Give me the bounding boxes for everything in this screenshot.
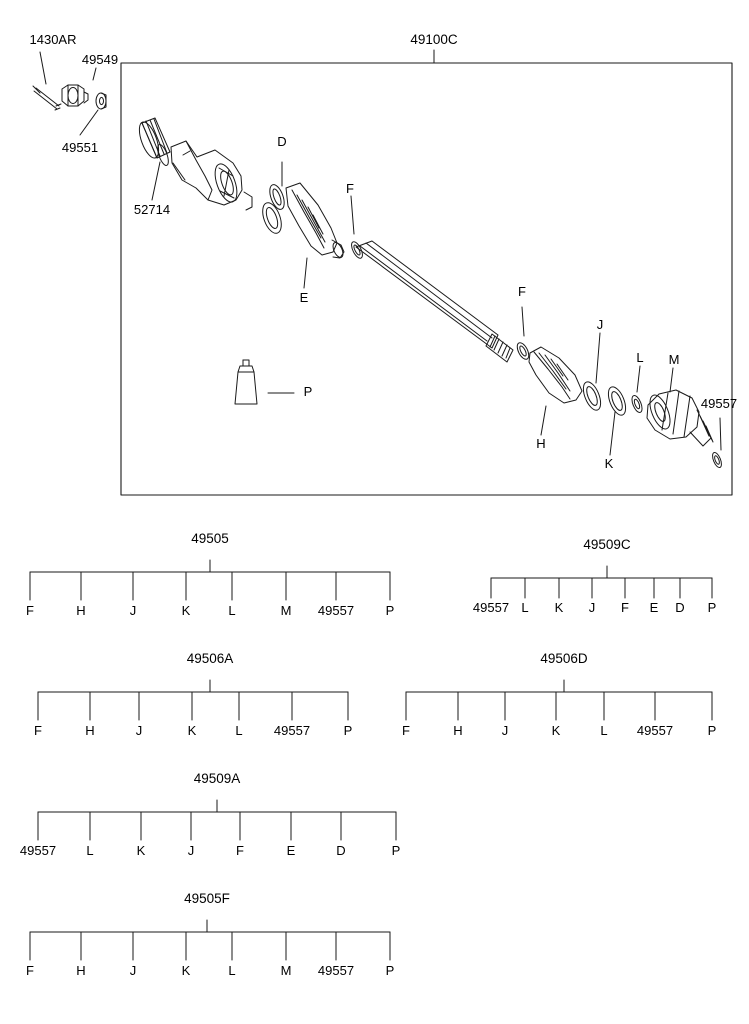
callout-K: K: [604, 456, 614, 471]
group-49505F-item-3: K: [181, 963, 191, 978]
group-49509A-item-7: P: [391, 843, 401, 858]
group-title-49509A: 49509A: [193, 771, 241, 786]
group-49509C-item-5: E: [649, 600, 659, 615]
group-49505-item-6: 49557: [317, 603, 355, 618]
group-49506D-item-3: K: [551, 723, 561, 738]
callout-49100C: 49100C: [410, 32, 458, 47]
group-49506D-item-4: L: [600, 723, 608, 738]
group-49505-item-1: H: [76, 603, 86, 618]
callout-52714: 52714: [133, 202, 171, 217]
group-49506D-item-6: P: [707, 723, 717, 738]
group-49509A-item-6: D: [336, 843, 346, 858]
callout-F-lower: F: [518, 284, 526, 299]
callout-D: D: [277, 134, 287, 149]
group-49509C-item-0: 49557: [472, 600, 510, 615]
callout-F-upper: F: [346, 181, 354, 196]
group-49505-item-3: K: [181, 603, 191, 618]
group-49509C-item-3: J: [588, 600, 596, 615]
group-49509A-item-3: J: [187, 843, 195, 858]
group-49509C-item-6: D: [675, 600, 685, 615]
group-49506A-item-2: J: [135, 723, 143, 738]
group-49505F-item-5: M: [280, 963, 292, 978]
group-49509C-item-2: K: [554, 600, 564, 615]
callout-49557: 49557: [700, 396, 738, 411]
group-49505-item-7: P: [385, 603, 395, 618]
group-49509A-item-0: 49557: [19, 843, 57, 858]
group-49509C-item-1: L: [521, 600, 529, 615]
group-49506D-item-2: J: [501, 723, 509, 738]
group-49506A-item-1: H: [85, 723, 95, 738]
group-title-49509C: 49509C: [583, 537, 631, 552]
group-title-49506D: 49506D: [540, 651, 588, 666]
group-49509A-item-5: E: [286, 843, 296, 858]
callout-H: H: [536, 436, 546, 451]
group-49506A-item-3: K: [187, 723, 197, 738]
callout-49551: 49551: [61, 140, 99, 155]
callout-P: P: [303, 384, 313, 399]
group-49505F-item-4: L: [228, 963, 236, 978]
group-49506D-item-1: H: [453, 723, 463, 738]
group-49509A-item-2: K: [136, 843, 146, 858]
group-title-49505F: 49505F: [184, 891, 230, 906]
callout-J: J: [596, 317, 604, 332]
callout-49549: 49549: [81, 52, 119, 67]
group-49505F-item-1: H: [76, 963, 86, 978]
group-49506A-item-0: F: [34, 723, 42, 738]
callout-E: E: [299, 290, 309, 305]
group-49509C-item-4: F: [621, 600, 629, 615]
group-49505F-item-7: P: [385, 963, 395, 978]
group-49505-item-0: F: [26, 603, 34, 618]
group-title-49505: 49505: [191, 531, 229, 546]
group-49506A-item-4: L: [235, 723, 243, 738]
callout-M: M: [668, 352, 680, 367]
group-49505-item-4: L: [228, 603, 236, 618]
group-49506D-item-5: 49557: [636, 723, 674, 738]
group-49505-item-2: J: [129, 603, 137, 618]
group-49505F-item-2: J: [129, 963, 137, 978]
group-49509A-item-1: L: [86, 843, 94, 858]
group-49506A-item-5: 49557: [273, 723, 311, 738]
callout-L: L: [636, 350, 644, 365]
group-49506A-item-6: P: [343, 723, 353, 738]
group-49509A-item-4: F: [236, 843, 244, 858]
group-49506D-item-0: F: [402, 723, 410, 738]
group-49505F-item-6: 49557: [317, 963, 355, 978]
callout-1430AR: 1430AR: [29, 32, 77, 47]
group-title-49506A: 49506A: [186, 651, 234, 666]
group-49505F-item-0: F: [26, 963, 34, 978]
group-49509C-item-7: P: [707, 600, 717, 615]
group-49505-item-5: M: [280, 603, 292, 618]
